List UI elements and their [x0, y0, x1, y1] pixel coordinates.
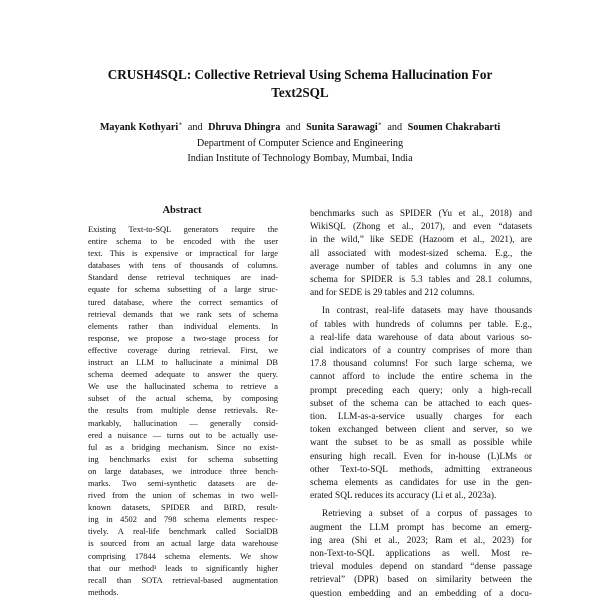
abstract-line: tured database, where the correct semantics of [88, 297, 278, 307]
abstract-line: tively. A real-life benchmark called SocialDB [88, 527, 278, 537]
author-separator: and [285, 122, 301, 133]
abstract-line: retrieval demands that we rank sets of schema [88, 309, 278, 319]
abstract-line: schema deemed adequate to answer the query. [88, 370, 278, 380]
abstract-line: methods. [88, 587, 119, 597]
abstract-line: We use the hallucinated schema to retrieve a [88, 382, 278, 392]
abstract-line: Standard dense retrieval techniques are inad- [88, 273, 278, 283]
body-line: and for SEDE is 29 tables and 212 columns. [310, 288, 475, 299]
abstract-line: ful as a bridging mechanism. Since no exist- [88, 442, 278, 452]
author-footnote-mark: ∗ [377, 121, 382, 128]
body-line: of tables with hundreds of columns per table. E.g., [310, 319, 532, 330]
abstract-heading: Abstract [162, 205, 202, 216]
abstract-line: ing in 4502 and 798 schema elements respec- [88, 515, 278, 525]
body-line: erated SQL reduces its accuracy (Li et al., 2023a). [310, 491, 497, 502]
author-name: Mayank Kothyari [99, 122, 179, 133]
author-separator: and [387, 122, 403, 133]
body-line: ing area (Shi et al., 2023; Ram et al., 2023) for [310, 535, 532, 546]
title-line-1: CRUSH4SQL: Collective Retrieval Using Schema Hallucination For [107, 67, 493, 82]
abstract-line: Existing Text-to-SQL generators require the [88, 225, 278, 234]
abstract-line: entire schema to be encoded with the user [88, 237, 278, 247]
abstract-line: subset of the actual schema, by composing [88, 394, 278, 404]
abstract-line: instruct an LLM to hallucinate a minimal DB [88, 358, 278, 368]
body-line: want the subset to be as small as possible while [310, 438, 532, 449]
body-line: schema elements as candidates for use in the gen- [310, 478, 532, 489]
body-line: average number of tables and columns in any one [310, 261, 532, 272]
abstract-line: recall than SOTA retrieval-based augmentation [88, 575, 278, 585]
affiliation-department: Department of Computer Science and Engineering [196, 138, 404, 149]
body-line: cannot afford to include the entire schema in the [310, 372, 532, 383]
body-line: schema for SPIDER is 5.3 tables and 28.1 columns, [310, 275, 532, 286]
abstract-line: databases with tens of thousands of columns. [88, 261, 278, 271]
abstract-body [88, 224, 278, 599]
body-line: 17.8 thousand columns! For such large schema, we [310, 359, 532, 370]
abstract-line: markably, hallucination — generally consid- [88, 418, 278, 428]
body-line: subset of the schema can be attached to each ques- [310, 398, 532, 409]
author-footnote-mark: ∗ [178, 121, 183, 128]
body-line: cial indicators of a country comprises of more than [310, 346, 532, 357]
body-paragraph [310, 208, 532, 300]
author-name: Dhruva Dhingra [208, 122, 281, 133]
abstract-line: equate for schema subsetting of a large struc- [88, 285, 278, 295]
abstract-line: response, we propose a two-stage process for [88, 333, 278, 343]
affiliation-institute: Indian Institute of Technology Bombay, Mumbai, India [187, 153, 413, 164]
body-line: question embedding and an embedding of a docu- [310, 588, 532, 599]
abstract-line: is sourced from an actual large data warehouse [88, 539, 278, 549]
body-line: augment the LLM prompt has become an emerg- [310, 522, 532, 533]
abstract-line: rived from the union of schemas in two well- [88, 491, 278, 501]
title-line-2: Text2SQL [271, 85, 329, 100]
abstract-line: on large databases, we introduce three bench- [88, 466, 278, 476]
abstract-line: ing benchmarks exist for schema subsetting [88, 454, 278, 464]
body-line: retrieval” (DPR) based on similarity between the [310, 575, 532, 586]
body-line: ensuring high recall. Even for in-house (L)LMs or [310, 451, 532, 462]
body-line: in the wild,” like SEDE (Hazoom et al., 2021), are [310, 235, 532, 246]
abstract-line: comprising 17844 schema elements. We show [88, 551, 278, 561]
abstract-line: the results from multiple dense retrievals. Re- [88, 406, 278, 416]
author-separator: and [187, 122, 203, 133]
abstract-line: effective coverage during retrieval. First, we [88, 345, 278, 355]
body-paragraph [310, 508, 532, 600]
body-line: WikiSQL (Zhong et al., 2017), and even “datasets [310, 222, 532, 233]
abstract-line: known datasets, SPIDER and BIRD, result- [88, 503, 278, 513]
author-name: Sunita Sarawagi [306, 122, 378, 133]
body-line: all associated with modest-sized schema. E.g., the [310, 248, 532, 259]
abstract-line: text. This is expensive or impractical for large [88, 249, 278, 259]
abstract-line: marks. Two semi-synthetic datasets are de- [88, 478, 278, 488]
body-line: non-Text-to-SQL applications as well. Most re- [310, 549, 532, 560]
body-column-right [310, 208, 532, 606]
body-paragraph [310, 305, 532, 503]
abstract-line: that our method¹ leads to significantly higher [88, 563, 278, 573]
author-name: Soumen Chakrabarti [407, 122, 501, 133]
body-line: In contrast, real-life datasets may have thousands [322, 306, 532, 317]
paper-title [60, 66, 540, 102]
body-line: trieval modules depend on standard “dense passage [310, 562, 532, 573]
body-line: a real-life data warehouse of data about various so- [310, 332, 532, 343]
author-list [30, 120, 570, 135]
body-line: Retrieving a subset of a corpus of passages to [322, 509, 532, 520]
body-line: benchmarks such as SPIDER (Yu et al., 2018) and [310, 209, 532, 219]
abstract-line: ered a nuisance — turns out to be actually use- [88, 430, 278, 440]
body-line: token exchanged between client and server, so we [310, 425, 532, 436]
body-line: tion. LLM-as-a-service usually charges for each [310, 412, 532, 423]
abstract-line: elements rather than individual elements. In [88, 321, 278, 331]
body-line: prompt preceding each query; only a high-recall [310, 385, 532, 396]
body-line: other Text-to-SQL methods, admitting extraneous [310, 464, 532, 475]
